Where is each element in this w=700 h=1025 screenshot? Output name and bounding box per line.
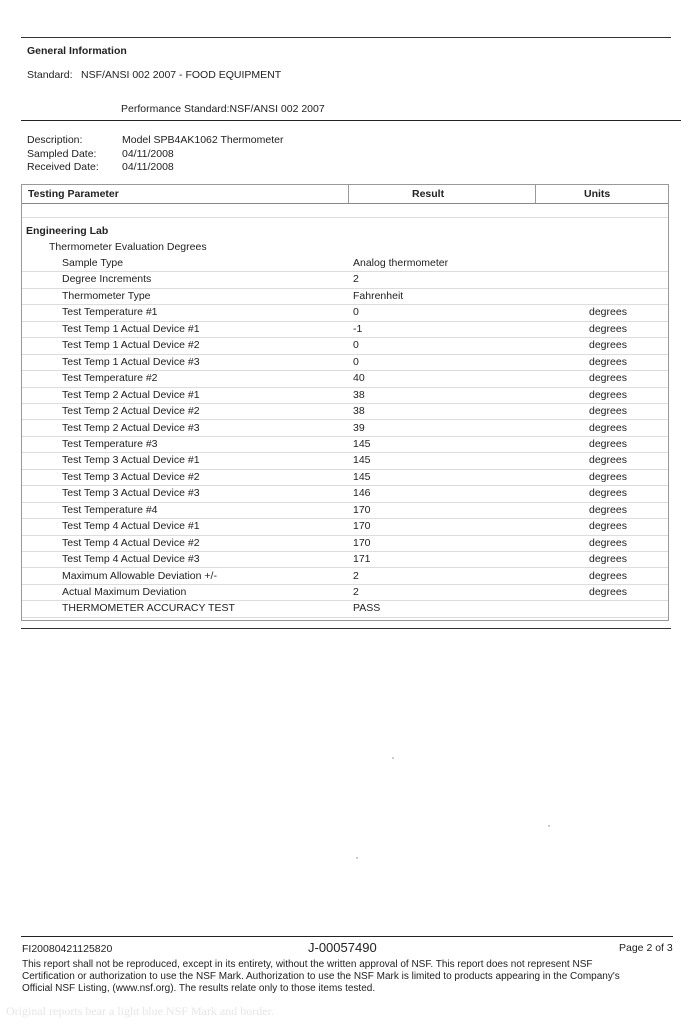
table-row [22,338,668,354]
row-result: Analog thermometer [353,257,449,269]
row-units: degrees [589,586,627,598]
row-parameter: Thermometer Type [62,289,151,302]
row-units: degrees [589,339,627,352]
row-parameter: Test Temp 3 Actual Device #1 [62,454,200,467]
row-parameter: Actual Maximum Deviation [62,586,187,598]
row-result: 171 [353,553,371,566]
row-units: degrees [589,388,627,401]
row-units: degrees [589,487,627,500]
row-parameter: Test Temp 2 Actual Device #1 [62,388,200,401]
row-result: 145 [353,454,371,467]
row-result: 38 [353,405,365,418]
row-parameter: Test Temp 1 Actual Device #1 [62,322,200,335]
row-parameter: Test Temp 4 Actual Device #1 [62,520,200,533]
scan-speck [356,857,358,859]
row-units: degrees [589,372,627,385]
table-row [22,519,668,535]
col-divider [535,185,536,203]
description-label: Description: [27,134,83,146]
table-spacer-rule [22,217,668,218]
row-units: degrees [589,322,627,335]
row-units: degrees [589,355,627,368]
table-row [22,585,668,601]
table-row [22,272,668,288]
table-row [22,322,668,338]
table-row [22,388,668,404]
table-row [22,470,668,486]
table-row [22,453,668,469]
row-result: 2 [353,273,359,286]
top-rule [21,37,671,38]
row-units: degrees [589,437,627,450]
table-row [22,355,668,371]
row-parameter: Test Temperature #4 [62,503,158,516]
table-row [22,421,668,437]
col-divider [348,185,349,203]
row-result: 2 [353,569,359,582]
sampled-date-label: Sampled Date: [27,148,97,160]
description-value: Model SPB4AK1062 Thermometer [122,134,284,146]
table-row [22,486,668,502]
disclaimer-line-3: Official NSF Listing, (www.nsf.org). The results relate only to those items tested. [22,983,376,994]
table-row [22,569,668,585]
standard-label: Standard: [27,69,73,81]
performance-standard: Performance Standard:NSF/ANSI 002 2007 [121,103,325,115]
received-date-label: Received Date: [27,161,99,173]
row-parameter: Test Temperature #1 [62,306,158,319]
table-row [22,289,668,305]
row-units: degrees [589,520,627,533]
section-title: General Information [27,45,127,57]
disclaimer-line-2: Certification or authorization to use the NSF Mark. Authorization to use the NSF Mark is limited to products appearing in the Company's [22,971,620,982]
row-units: degrees [589,454,627,467]
row-units: degrees [589,306,627,319]
row-result: PASS [353,602,381,615]
row-result: 170 [353,520,371,533]
subgroup-thermometer-evaluation: Thermometer Evaluation Degrees [49,241,207,253]
col-parameter-header: Testing Parameter [28,188,119,200]
group-engineering-lab: Engineering Lab [26,225,109,237]
row-parameter: Sample Type [62,257,124,269]
sampled-date-value: 04/11/2008 [122,148,174,160]
row-result: 146 [353,487,371,500]
row-result: 38 [353,388,365,401]
table-row [22,552,668,568]
scan-speck [548,825,550,827]
footer-rule [21,936,673,937]
row-result: 40 [353,372,365,385]
row-result: Fahrenheit [353,289,404,302]
row-parameter: Test Temp 2 Actual Device #3 [62,421,200,434]
row-units: degrees [589,503,627,516]
row-result: 0 [353,306,359,319]
table-header [22,185,668,204]
row-parameter: Maximum Allowable Deviation +/- [62,569,217,582]
row-units: degrees [589,405,627,418]
row-parameter: THERMOMETER ACCURACY TEST [62,602,235,615]
table-row [22,404,668,420]
header-rule [21,120,681,121]
row-units: degrees [589,421,627,434]
row-result: 0 [353,339,359,352]
col-units-header: Units [584,188,611,200]
row-result: 0 [353,355,359,368]
table-row [22,503,668,519]
row-parameter: Test Temperature #2 [62,372,158,385]
job-number: J-00057490 [308,940,377,955]
row-parameter: Test Temp 1 Actual Device #3 [62,355,200,368]
row-parameter: Test Temp 3 Actual Device #3 [62,487,200,500]
row-parameter: Degree Increments [62,273,152,286]
table-row [22,601,668,617]
col-result-header: Result [412,188,445,200]
row-parameter: Test Temp 1 Actual Device #2 [62,339,200,352]
scan-speck [392,757,394,759]
disclaimer-line-1: This report shall not be reproduced, except in its entirety, without the written approval of NSF. This report does not represent NSF [22,959,593,970]
row-result: 170 [353,503,371,516]
row-units: degrees [589,569,627,582]
table-row [22,371,668,387]
row-parameter: Test Temp 3 Actual Device #2 [62,470,200,483]
row-result: 145 [353,470,371,483]
table-row [22,305,668,321]
row-units: degrees [589,553,627,566]
row-result: -1 [353,322,363,335]
row-result: 170 [353,536,371,549]
table-row [22,437,668,453]
row-units: degrees [589,470,627,483]
row-parameter: Test Temp 4 Actual Device #3 [62,553,200,566]
row-parameter: Test Temp 4 Actual Device #2 [62,536,200,549]
row-parameter: Test Temperature #3 [62,437,158,450]
row-result: 39 [353,421,365,434]
table-row [22,536,668,552]
row-result: 145 [353,437,371,450]
watermark-note: Original reports bear a light blue NSF Mark and border. [6,1004,274,1018]
table-end-rule [21,628,671,629]
table-row [22,256,668,272]
page-number: Page 2 of 3 [619,942,673,954]
results-table [21,184,669,621]
received-date-value: 04/11/2008 [122,161,174,173]
standard-value: NSF/ANSI 002 2007 - FOOD EQUIPMENT [81,69,282,81]
row-result: 2 [353,586,359,598]
row-units: degrees [589,536,627,549]
report-id: FI20080421125820 [22,943,113,955]
row-parameter: Test Temp 2 Actual Device #2 [62,405,200,418]
